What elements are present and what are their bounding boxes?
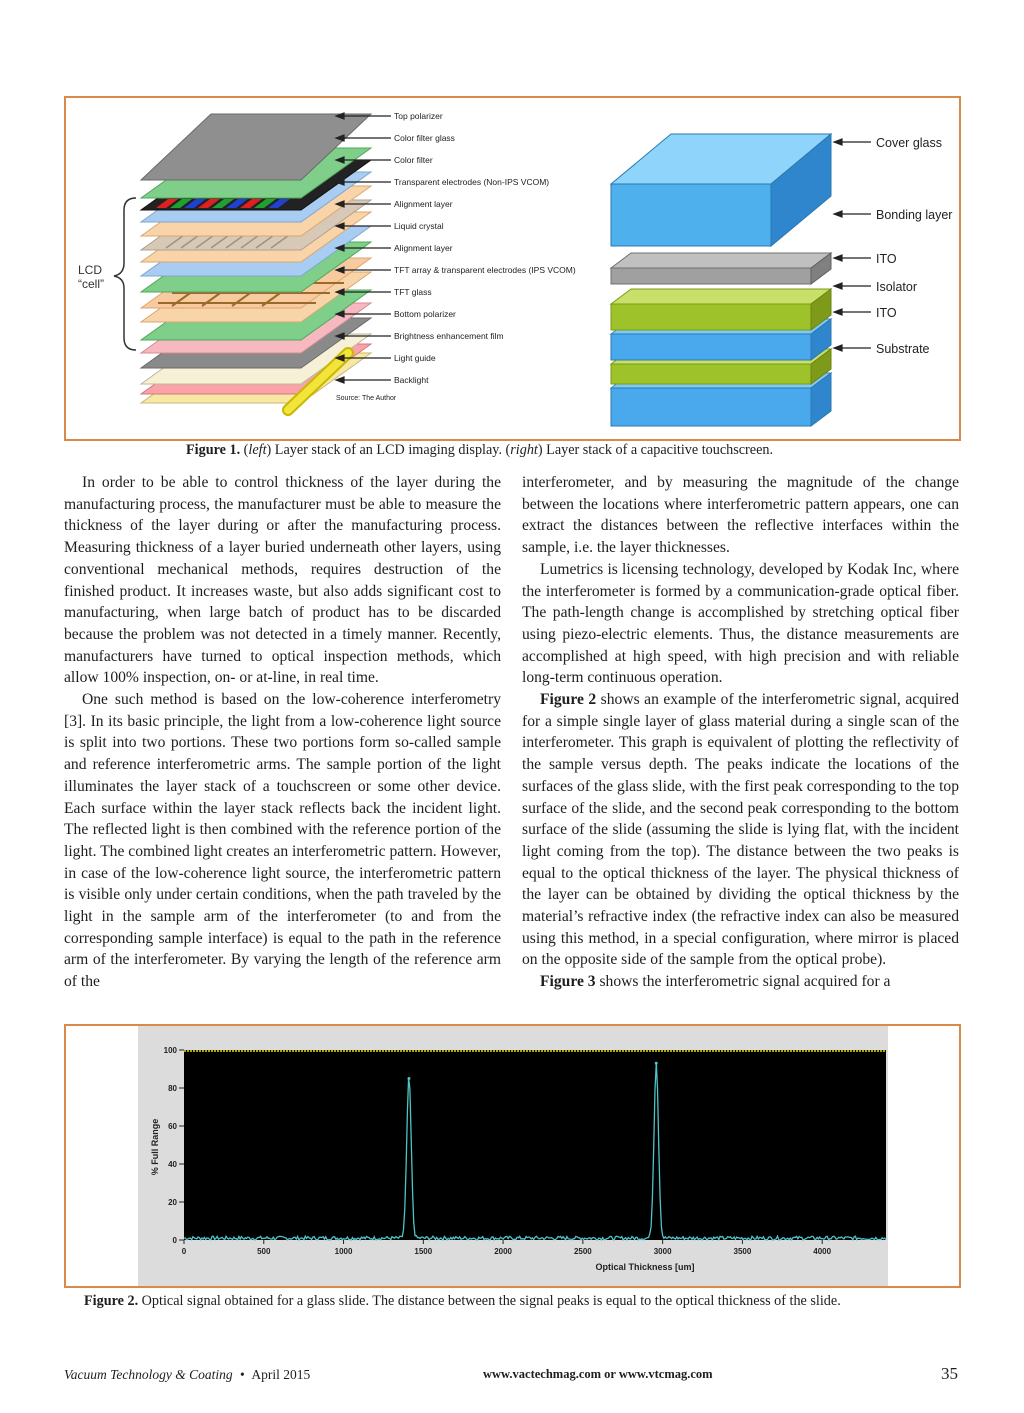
figure-2-caption bbox=[84, 1292, 841, 1310]
paragraph: In order to be able to control thickness of the layer during the manufacturing process, the manufacturer must be able to measure the thickness of the layer during or after the manufacturing process. Measuring thickness of a layer buried underneath other layers, using conventional mechanical methods, requires destruction of the finished product. It increases waste, but also adds significant cost to manufacturing, when large batch of product has to be discarded because the problem was not detected in a timely manner. Recently, manufacturers have turned to optical inspection methods, which allow 100% inspection, on- or at-line, in real time. bbox=[64, 474, 501, 687]
x-tick-label: 1500 bbox=[414, 1247, 433, 1256]
x-tick-label: 1000 bbox=[334, 1247, 353, 1256]
lcd-label-7: TFT array & transparent electrodes (IPS VCOM) bbox=[394, 265, 576, 275]
figure-2-ref: Figure 2 bbox=[540, 691, 597, 709]
issue-date: April 2015 bbox=[251, 1367, 311, 1382]
y-tick-label: 100 bbox=[163, 1046, 177, 1055]
figure-2 bbox=[64, 1024, 961, 1288]
figure-1-caption-label: Figure 1. bbox=[186, 442, 241, 458]
paragraph-text: shows an example of the interferometric signal, acquired for a simple single layer of glass material during a single scan of the interferometer. This graph is equivalent of plotting the reflectivity of the sample versus depth. The peaks indicate the locations of the surfaces of the glass slide, with the first peak corresponding to the top surface of the slide, and the second peak corresponding to the bottom surface of the slide (assuming the slide is lying flat, with the incident light coming from the top). The distance between the two peaks is equal to the optical thickness of the layer. The physical thickness of the layer can be obtained by dividing the optical thickness by the material’s refractive index (the refractive index can also be measured using this method, in a special configuration, where mirror is placed on the opposite side of the sample from the optical probe). bbox=[522, 691, 960, 969]
journal-name: Vacuum Technology & Coating bbox=[64, 1367, 233, 1382]
lcd-label-3: Transparent electrodes (Non-IPS VCOM) bbox=[394, 177, 550, 187]
x-tick-label: 3000 bbox=[653, 1247, 672, 1256]
lcd-label: LCD bbox=[78, 263, 103, 277]
source-label: Source: The Author bbox=[336, 395, 397, 402]
lcd-label-1: Color filter glass bbox=[394, 133, 455, 143]
caption-right-word: right bbox=[510, 442, 538, 458]
touchscreen-layer-stack bbox=[611, 134, 952, 426]
figure-3-ref: Figure 3 bbox=[540, 973, 596, 991]
lcd-label-8: TFT glass bbox=[394, 287, 432, 297]
lcd-label-6: Alignment layer bbox=[394, 243, 453, 253]
touch-label-5: Substrate bbox=[876, 342, 930, 356]
footer-journal bbox=[64, 1367, 310, 1383]
x-axis-label: Optical Thickness [um] bbox=[595, 1262, 695, 1272]
lcd-label-11: Light guide bbox=[394, 353, 436, 363]
x-tick-label: 2500 bbox=[573, 1247, 592, 1256]
y-axis-label: % Full Range bbox=[150, 1118, 160, 1176]
paragraph: interferometer, and by measuring the magnitude of the change between the locations where interferometric pattern appears, one can extract the distances between the reflective interfaces within the sample, i.e. the layer thicknesses. bbox=[522, 474, 959, 557]
peak-2 bbox=[655, 1062, 658, 1065]
lcd-label-9: Bottom polarizer bbox=[394, 309, 456, 319]
paragraph: Lumetrics is licensing technology, developed by Kodak Inc, where the interferometer is formed by a communication-grade optical fiber. The path-length change is accomplished by stretching optical fiber using piezo-electric elements. Thus, the distance measurements are accomplished at high speed, with high precision and with reliable long-term continuous operation. bbox=[522, 560, 959, 687]
touch-label-0: Cover glass bbox=[876, 136, 942, 150]
touch-label-4: ITO bbox=[876, 306, 897, 320]
figure-1-caption: Figure 1. (left) Layer stack of an LCD imaging display. (right) Layer stack of a capacitive touchscreen. bbox=[186, 442, 774, 458]
y-tick-label: 0 bbox=[172, 1236, 177, 1245]
figure-1-graphic bbox=[66, 98, 959, 439]
figure-1 bbox=[64, 96, 961, 441]
paragraph-text: shows the interferometric signal acquired for a bbox=[595, 973, 891, 991]
cell-label: “cell” bbox=[78, 277, 104, 291]
page-number: 35 bbox=[941, 1364, 958, 1383]
footer-url[interactable]: www.vactechmag.com or www.vtcmag.com bbox=[483, 1367, 713, 1381]
x-tick-label: 0 bbox=[181, 1247, 187, 1256]
lcd-label-10: Brightness enhancement film bbox=[394, 331, 504, 341]
y-tick-label: 40 bbox=[168, 1160, 177, 1169]
lcd-label-5: Liquid crystal bbox=[394, 221, 444, 231]
figure-2-caption-label: Figure 2. bbox=[84, 1293, 139, 1309]
y-tick-label: 80 bbox=[168, 1084, 177, 1093]
column-left bbox=[64, 472, 501, 993]
plot-area bbox=[184, 1050, 886, 1240]
paragraph: One such method is based on the low-coherence interferometry [3]. In its basic principle, the light from a low-coherence light source is split into two portions. These two portions form so-called sample and reference interferometric arms. The sample portion of the light illuminates the layer stack of a touchscreen or some other device. Each surface within the layer stack reflects back the incident light. The reflected light is then combined with the reference portion of the light. The combined light creates an interferometric pattern. However, in case of the low-coherence light source, the interferometric pattern is visible only under certain conditions, when the path traveled by the light in the sample arm of the interferometer (to and from the corresponding sample interface) is equal to the path in the reference arm of the interferometer. By varying the length of the reference arm of the bbox=[64, 691, 501, 991]
lcd-layer-stack bbox=[78, 111, 576, 410]
lcd-label-0: Top polarizer bbox=[394, 111, 443, 121]
caption-end-text: ) Layer stack of a capacitive touchscreen. bbox=[537, 442, 774, 458]
lcd-label-2: Color filter bbox=[394, 155, 433, 165]
touch-label-1: Bonding layer bbox=[876, 208, 953, 222]
x-tick-label: 3500 bbox=[733, 1247, 752, 1256]
paragraph bbox=[522, 971, 959, 993]
footer-bullet: • bbox=[240, 1367, 245, 1382]
optical-signal-chart bbox=[66, 1026, 959, 1286]
y-tick-label: 60 bbox=[168, 1122, 177, 1131]
y-tick-label: 20 bbox=[168, 1198, 177, 1207]
touch-label-2: ITO bbox=[876, 252, 897, 266]
peak-1 bbox=[407, 1077, 410, 1080]
lcd-label-12: Backlight bbox=[394, 375, 429, 385]
figure-2-caption-text: Optical signal obtained for a glass slide. The distance between the signal peaks is equal to the optical thickness of the slide. bbox=[138, 1293, 841, 1309]
column-right bbox=[522, 472, 959, 993]
caption-mid-text: ) Layer stack of an LCD imaging display. ( bbox=[266, 442, 511, 458]
lcd-label-4: Alignment layer bbox=[394, 199, 453, 209]
x-tick-label: 2000 bbox=[494, 1247, 512, 1256]
x-tick-label: 4000 bbox=[813, 1247, 832, 1256]
caption-left-word: left bbox=[248, 442, 267, 458]
paragraph bbox=[522, 689, 959, 971]
touch-label-3: Isolator bbox=[876, 280, 917, 294]
x-tick-label: 500 bbox=[257, 1247, 271, 1256]
